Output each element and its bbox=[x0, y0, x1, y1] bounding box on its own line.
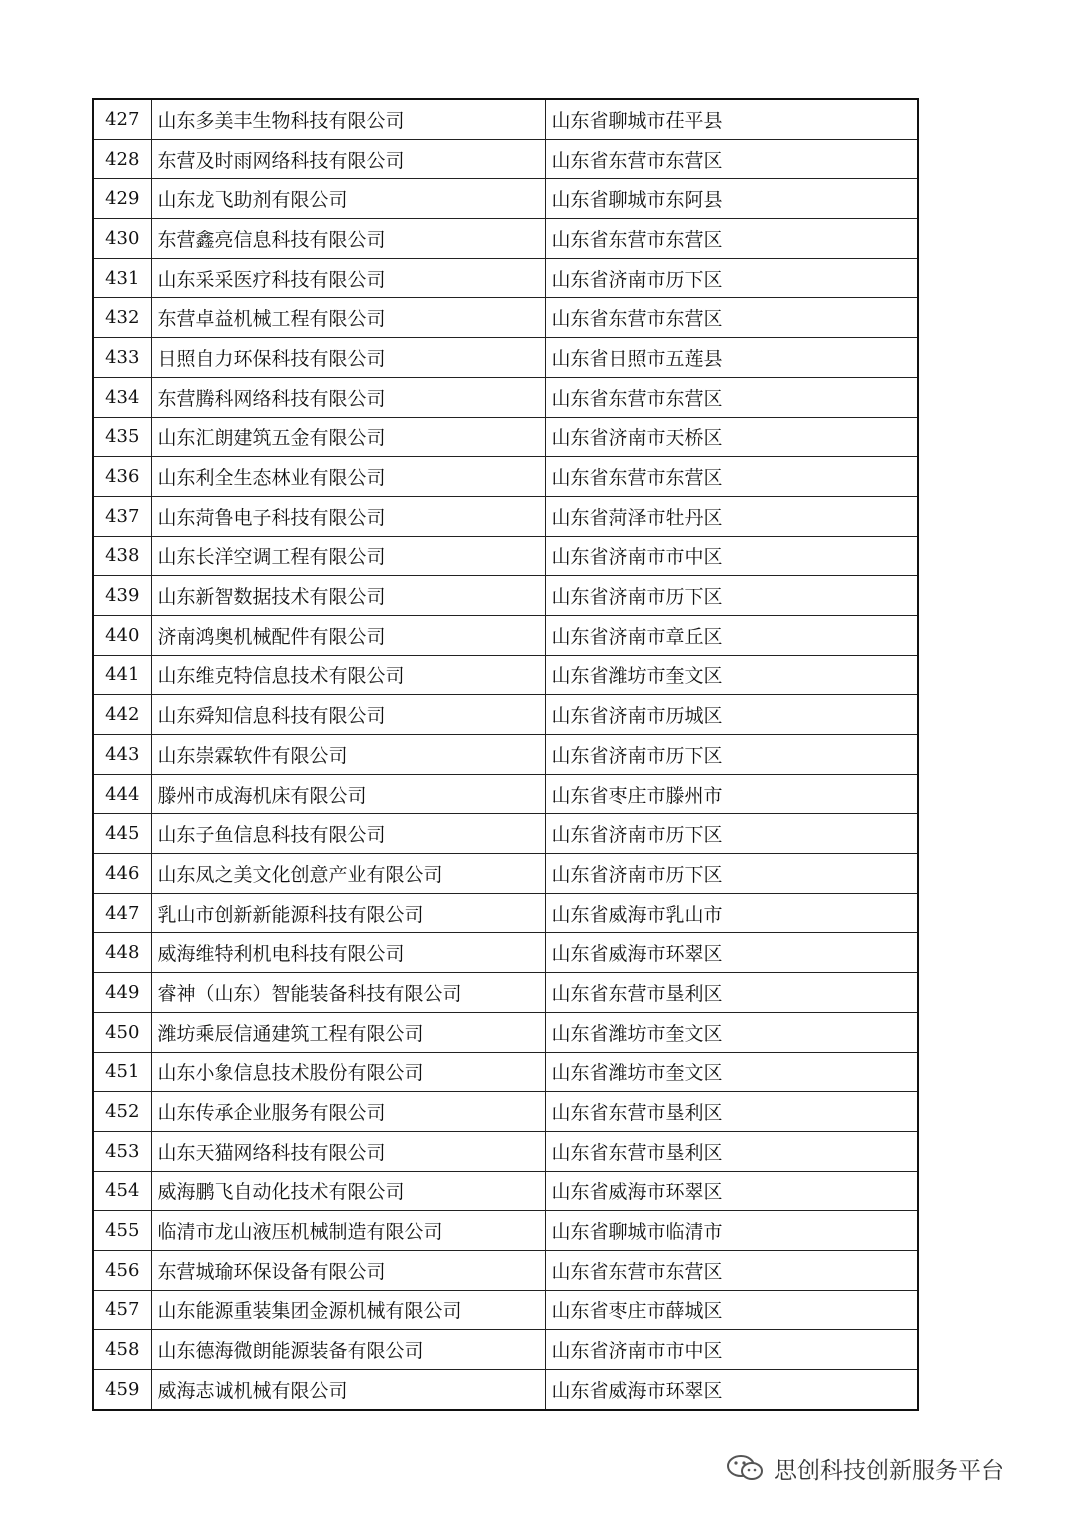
location: 山东省潍坊市奎文区 bbox=[545, 655, 918, 695]
row-number: 437 bbox=[93, 496, 151, 536]
table-row bbox=[93, 417, 918, 457]
table-row bbox=[93, 1052, 918, 1092]
location: 山东省济南市市中区 bbox=[545, 1330, 918, 1370]
company-name: 山东德海微朗能源装备有限公司 bbox=[151, 1330, 545, 1370]
company-name: 威海鹏飞自动化技术有限公司 bbox=[151, 1171, 545, 1211]
row-number: 447 bbox=[93, 893, 151, 933]
company-name: 山东利全生态林业有限公司 bbox=[151, 457, 545, 497]
watermark bbox=[726, 1448, 1004, 1488]
company-name: 山东多美丰生物科技有限公司 bbox=[151, 99, 545, 139]
company-name: 山东菏鲁电子科技有限公司 bbox=[151, 496, 545, 536]
company-name: 山东能源重装集团金源机械有限公司 bbox=[151, 1290, 545, 1330]
row-number: 434 bbox=[93, 377, 151, 417]
row-number: 430 bbox=[93, 219, 151, 259]
company-name: 东营卓益机械工程有限公司 bbox=[151, 298, 545, 338]
company-name: 山东天猫网络科技有限公司 bbox=[151, 1131, 545, 1171]
table-row bbox=[93, 933, 918, 973]
table-row bbox=[93, 695, 918, 735]
row-number: 452 bbox=[93, 1092, 151, 1132]
wechat-icon bbox=[726, 1453, 766, 1483]
location: 山东省济南市历下区 bbox=[545, 814, 918, 854]
location: 山东省菏泽市牡丹区 bbox=[545, 496, 918, 536]
row-number: 443 bbox=[93, 735, 151, 775]
company-list-table-wrapper bbox=[92, 98, 919, 1411]
company-name: 东营及时雨网络科技有限公司 bbox=[151, 139, 545, 179]
location: 山东省威海市乳山市 bbox=[545, 893, 918, 933]
company-name: 山东舜知信息科技有限公司 bbox=[151, 695, 545, 735]
table-row bbox=[93, 338, 918, 378]
row-number: 456 bbox=[93, 1250, 151, 1290]
location: 山东省东营市垦利区 bbox=[545, 1092, 918, 1132]
location: 山东省东营市东营区 bbox=[545, 377, 918, 417]
row-number: 455 bbox=[93, 1211, 151, 1251]
row-number: 431 bbox=[93, 258, 151, 298]
company-name: 东营腾科网络科技有限公司 bbox=[151, 377, 545, 417]
table-body bbox=[93, 99, 918, 1410]
location: 山东省东营市垦利区 bbox=[545, 1131, 918, 1171]
row-number: 446 bbox=[93, 854, 151, 894]
location: 山东省济南市天桥区 bbox=[545, 417, 918, 457]
company-name: 潍坊乘辰信通建筑工程有限公司 bbox=[151, 1012, 545, 1052]
row-number: 436 bbox=[93, 457, 151, 497]
row-number: 445 bbox=[93, 814, 151, 854]
company-name: 山东新智数据技术有限公司 bbox=[151, 576, 545, 616]
location: 山东省济南市历下区 bbox=[545, 576, 918, 616]
location: 山东省日照市五莲县 bbox=[545, 338, 918, 378]
location: 山东省威海市环翠区 bbox=[545, 1171, 918, 1211]
table-row bbox=[93, 814, 918, 854]
row-number: 439 bbox=[93, 576, 151, 616]
location: 山东省东营市东营区 bbox=[545, 457, 918, 497]
company-name: 山东汇朗建筑五金有限公司 bbox=[151, 417, 545, 457]
location: 山东省威海市环翠区 bbox=[545, 933, 918, 973]
row-number: 435 bbox=[93, 417, 151, 457]
table-row bbox=[93, 774, 918, 814]
row-number: 449 bbox=[93, 973, 151, 1013]
location: 山东省聊城市茌平县 bbox=[545, 99, 918, 139]
table-row bbox=[93, 258, 918, 298]
table-row bbox=[93, 1092, 918, 1132]
company-name: 乳山市创新新能源科技有限公司 bbox=[151, 893, 545, 933]
location: 山东省威海市环翠区 bbox=[545, 1370, 918, 1410]
company-name: 济南鸿奥机械配件有限公司 bbox=[151, 615, 545, 655]
company-list-table bbox=[92, 98, 919, 1411]
row-number: 448 bbox=[93, 933, 151, 973]
table-row bbox=[93, 179, 918, 219]
location: 山东省聊城市临清市 bbox=[545, 1211, 918, 1251]
table-row bbox=[93, 1250, 918, 1290]
row-number: 432 bbox=[93, 298, 151, 338]
company-name: 山东长洋空调工程有限公司 bbox=[151, 536, 545, 576]
company-name: 东营城瑜环保设备有限公司 bbox=[151, 1250, 545, 1290]
table-row bbox=[93, 1290, 918, 1330]
table-row bbox=[93, 219, 918, 259]
row-number: 427 bbox=[93, 99, 151, 139]
table-row bbox=[93, 496, 918, 536]
row-number: 451 bbox=[93, 1052, 151, 1092]
location: 山东省济南市历城区 bbox=[545, 695, 918, 735]
location: 山东省潍坊市奎文区 bbox=[545, 1012, 918, 1052]
row-number: 458 bbox=[93, 1330, 151, 1370]
location: 山东省潍坊市奎文区 bbox=[545, 1052, 918, 1092]
table-row bbox=[93, 457, 918, 497]
row-number: 453 bbox=[93, 1131, 151, 1171]
row-number: 441 bbox=[93, 655, 151, 695]
location: 山东省东营市垦利区 bbox=[545, 973, 918, 1013]
row-number: 459 bbox=[93, 1370, 151, 1410]
row-number: 454 bbox=[93, 1171, 151, 1211]
table-row bbox=[93, 1211, 918, 1251]
table-row bbox=[93, 1370, 918, 1410]
location: 山东省济南市历下区 bbox=[545, 854, 918, 894]
row-number: 444 bbox=[93, 774, 151, 814]
watermark-text: 思创科技创新服务平台 bbox=[774, 1457, 1004, 1484]
company-name: 山东传承企业服务有限公司 bbox=[151, 1092, 545, 1132]
location: 山东省东营市东营区 bbox=[545, 219, 918, 259]
row-number: 450 bbox=[93, 1012, 151, 1052]
location: 山东省济南市市中区 bbox=[545, 536, 918, 576]
row-number: 438 bbox=[93, 536, 151, 576]
location: 山东省济南市章丘区 bbox=[545, 615, 918, 655]
table-row bbox=[93, 973, 918, 1013]
location: 山东省聊城市东阿县 bbox=[545, 179, 918, 219]
company-name: 山东子鱼信息科技有限公司 bbox=[151, 814, 545, 854]
company-name: 睿神（山东）智能装备科技有限公司 bbox=[151, 973, 545, 1013]
company-name: 山东维克特信息技术有限公司 bbox=[151, 655, 545, 695]
company-name: 滕州市成海机床有限公司 bbox=[151, 774, 545, 814]
location: 山东省济南市历下区 bbox=[545, 735, 918, 775]
table-row bbox=[93, 576, 918, 616]
company-name: 山东采采医疗科技有限公司 bbox=[151, 258, 545, 298]
table-row bbox=[93, 1171, 918, 1211]
table-row bbox=[93, 377, 918, 417]
company-name: 东营鑫亮信息科技有限公司 bbox=[151, 219, 545, 259]
location: 山东省东营市东营区 bbox=[545, 1250, 918, 1290]
table-row bbox=[93, 615, 918, 655]
location: 山东省枣庄市滕州市 bbox=[545, 774, 918, 814]
company-name: 山东崇霖软件有限公司 bbox=[151, 735, 545, 775]
table-row bbox=[93, 893, 918, 933]
table-row bbox=[93, 1330, 918, 1370]
table-row bbox=[93, 1012, 918, 1052]
row-number: 428 bbox=[93, 139, 151, 179]
table-row bbox=[93, 298, 918, 338]
row-number: 440 bbox=[93, 615, 151, 655]
row-number: 457 bbox=[93, 1290, 151, 1330]
company-name: 山东龙飞助剂有限公司 bbox=[151, 179, 545, 219]
table-row bbox=[93, 99, 918, 139]
table-row bbox=[93, 854, 918, 894]
table-row bbox=[93, 1131, 918, 1171]
location: 山东省枣庄市薛城区 bbox=[545, 1290, 918, 1330]
company-name: 日照自力环保科技有限公司 bbox=[151, 338, 545, 378]
row-number: 433 bbox=[93, 338, 151, 378]
location: 山东省东营市东营区 bbox=[545, 298, 918, 338]
location: 山东省东营市东营区 bbox=[545, 139, 918, 179]
row-number: 429 bbox=[93, 179, 151, 219]
table-row bbox=[93, 655, 918, 695]
company-name: 山东凤之美文化创意产业有限公司 bbox=[151, 854, 545, 894]
company-name: 威海志诚机械有限公司 bbox=[151, 1370, 545, 1410]
table-row bbox=[93, 536, 918, 576]
table-row bbox=[93, 139, 918, 179]
company-name: 威海维特利机电科技有限公司 bbox=[151, 933, 545, 973]
company-name: 山东小象信息技术股份有限公司 bbox=[151, 1052, 545, 1092]
company-name: 临清市龙山液压机械制造有限公司 bbox=[151, 1211, 545, 1251]
location: 山东省济南市历下区 bbox=[545, 258, 918, 298]
row-number: 442 bbox=[93, 695, 151, 735]
table-row bbox=[93, 735, 918, 775]
